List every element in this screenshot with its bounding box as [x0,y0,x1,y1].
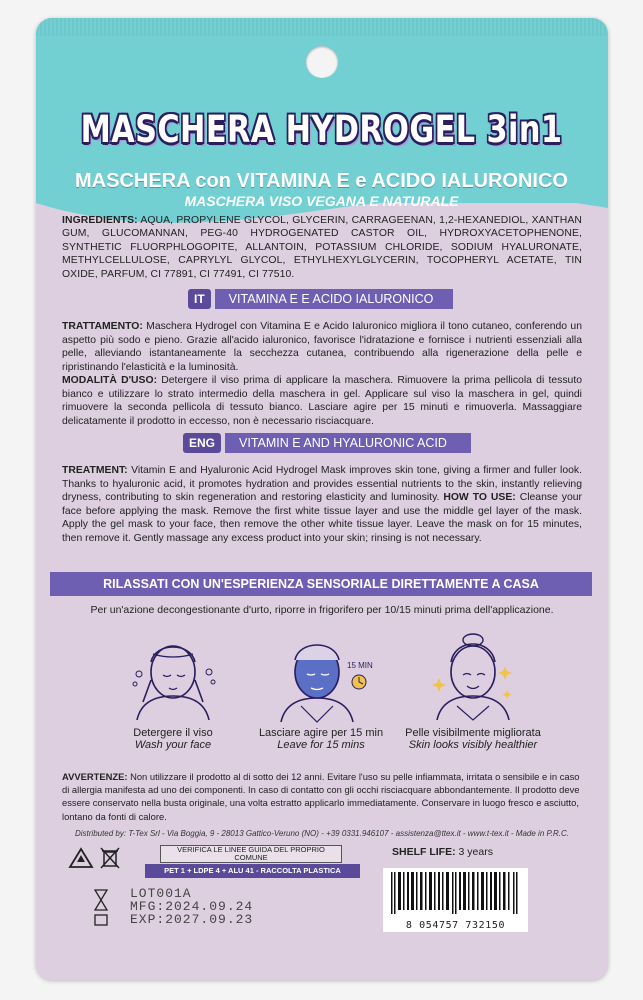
eng-treatment-text: Vitamin E and Hyaluronic Acid Hydrogel Mask improves skin tone, giving a firmer and fuller look. Thanks to hyaluronic acid, it promotes hydration and provides essential nutrients to the skin, instantly relieving dryness, contributing to skin regeneration and restoring elasticity and luminosity. [62,465,582,504]
it-usage-text: Detergere il viso prima di applicare la maschera. Rimuovere la prima pellicola di tessuto bianco e utilizzare lo strato intermedio della maschera in gel. Applicare sul viso la maschera in gel, quindi rimuovere la seconda pellicola di tessuto bianco. Lasciare agire per 15 minuti e rimuoverla. Massaggiare delicatamente il prodotto in eccesso, non è necessario risciacquare. [62,375,582,427]
exp-date: EXP:2027.09.23 [130,912,254,927]
hourglass-icon [93,888,109,928]
distributor-info: Distributed by: T-Tex Srl - Via Boggia, 9 - 28013 Gattico-Veruno (NO) - +39 0331.946107 - assistenza@ttex.it - www.t-tex.it - Made in P.R.C. [74,829,570,838]
verify-guidelines-box: VERIFICA LE LINEE GUIDA DEL PROPRIO COMUNE [160,845,342,863]
it-usage-label: MODALITÀ D'USO: [62,375,158,386]
eng-usage-text: Cleanse your face before applying the mask. Remove the first white tissue layer and use the middle gel layer of the mask. Apply the gel mask to your face, then remove the other white tissue layer. Leave the mask on for 15 minutes, then remove it. Gently massage any excess product into your skin; rinsing is not necessary. [62,492,582,544]
step-wash-en: Wash your face [134,739,212,751]
step-wash [98,628,248,751]
it-badge: IT [188,289,211,309]
english-section-header [183,433,471,453]
disposal-icons [68,846,120,870]
it-section-title: VITAMINA E E ACIDO IALURONICO [215,289,453,309]
eng-badge: ENG [183,433,221,453]
ingredients-list [62,214,582,281]
it-treatment-label: TRATTAMENTO: [62,321,143,332]
shelf-life-label: SHELF LIFE: [392,846,456,858]
experience-banner: RILASSATI CON UN'ESPERIENZA SENSORIALE DIRETTAMENTE A CASA [50,572,592,596]
mfg-date: MFG:2024.09.24 [130,899,254,914]
warning-label: AVVERTENZE: [62,771,128,782]
hang-hole [306,46,338,78]
step-wash-it: Detergere il viso [133,727,213,739]
recycle-triangle-icon [68,847,94,869]
it-usage [62,374,582,428]
ingredients-label: INGREDIENTS: [62,215,138,226]
washing-face-icon [125,628,221,724]
step-leave [246,628,396,751]
eng-section-title: VITAMIN E AND HYALURONIC ACID [225,433,471,453]
step-leave-en: Leave for 15 mins [277,739,365,751]
mask-on-face-icon [261,628,381,724]
healthy-skin-icon [425,628,521,724]
packaging-materials: PET 1 + LDPE 4 + ALU 41 - RACCOLTA PLASTICA [145,864,360,878]
italian-section-header [188,289,453,309]
product-subtitle: MASCHERA con VITAMINA E e ACIDO IALURONICO [75,170,568,192]
timer-label: 15 MIN [347,661,373,670]
barcode [383,868,528,932]
eng-treatment [62,464,582,546]
lot-number: LOT001A [130,886,192,901]
barcode-number: 8 054757 732150 [405,920,506,931]
step-result-it: Pelle visibilmente migliorata [405,727,541,739]
it-treatment-text: Maschera Hydrogel con Vitamina E e Acido Ialuronico migliora il tono cutaneo, conferendo un aspetto più sodo e pieno. Grazie all'acido ialuronico, favorisce l'idratazione e fornisce i nutrienti essenziali alla pelle, alleviando istantaneamente la secchezza cutanea, contribuendo alla rigenerazione della pelle e ripristinando l'elasticità e la luminosità. [62,321,582,373]
warning-text: Non utilizzare il prodotto al di sotto dei 12 anni. Evitare l'uso su pelle infiammata, irritata o sensibile e in caso di allergia manifesta ad uno dei componenti. In caso di contatto con gli occhi risciacquare abbondantemente. Il prodotto deve essere conservato nella busta originale, una volta estratto applicarlo immediatamente. Conservare in luogo fresco e asciutto, lontano da fonti di calore. [62,771,580,822]
shelf-life [392,846,493,858]
product-title: MASCHERA HYDROGEL 3in1 [80,108,563,151]
top-seal [36,18,608,36]
step-result-en: Skin looks visibly healthier [408,739,538,751]
crossed-bin-icon [100,846,120,870]
eng-treatment-label: TREATMENT: [62,465,128,476]
shelf-life-value: 3 years [455,846,493,858]
barcode-bars [389,872,522,914]
lot-codes [130,887,253,926]
product-tagline: MASCHERA VISO VEGANA E NATURALE [184,193,459,209]
it-treatment [62,320,582,374]
ingredients-text: AQUA, PROPYLENE GLYCOL, GLYCERIN, CARRAGEENAN, 1,2-HEXANEDIOL, XANTHAN GUM, GLUCOMANNAN, PEG-40 HYDROGENATED CASTOR OIL, HYDROXYACETOPHENONE, SYNTHETIC FLUORPHLOGOPITE, ALLANTOIN, POTASSIUM CHLORIDE, SODIUM HYALURONATE, METHYLCELLULOSE, CAPRYLYL GLYCOL, ETHYLHEXYLGLYCERIN, TOCOPHERYL ACETATE, TIN OXIDE, PARFUM, CI 77891, CI 77491, CI 77510. [62,215,582,280]
warnings [62,770,582,823]
refrigerate-note: Per un'azione decongestionante d'urto, riporre in frigorifero per 10/15 minuti prima dell'applicazione. [90,604,554,616]
step-leave-it: Lasciare agire per 15 min [258,727,384,739]
step-result [398,628,548,751]
eng-usage-label: HOW TO USE: [443,492,516,504]
